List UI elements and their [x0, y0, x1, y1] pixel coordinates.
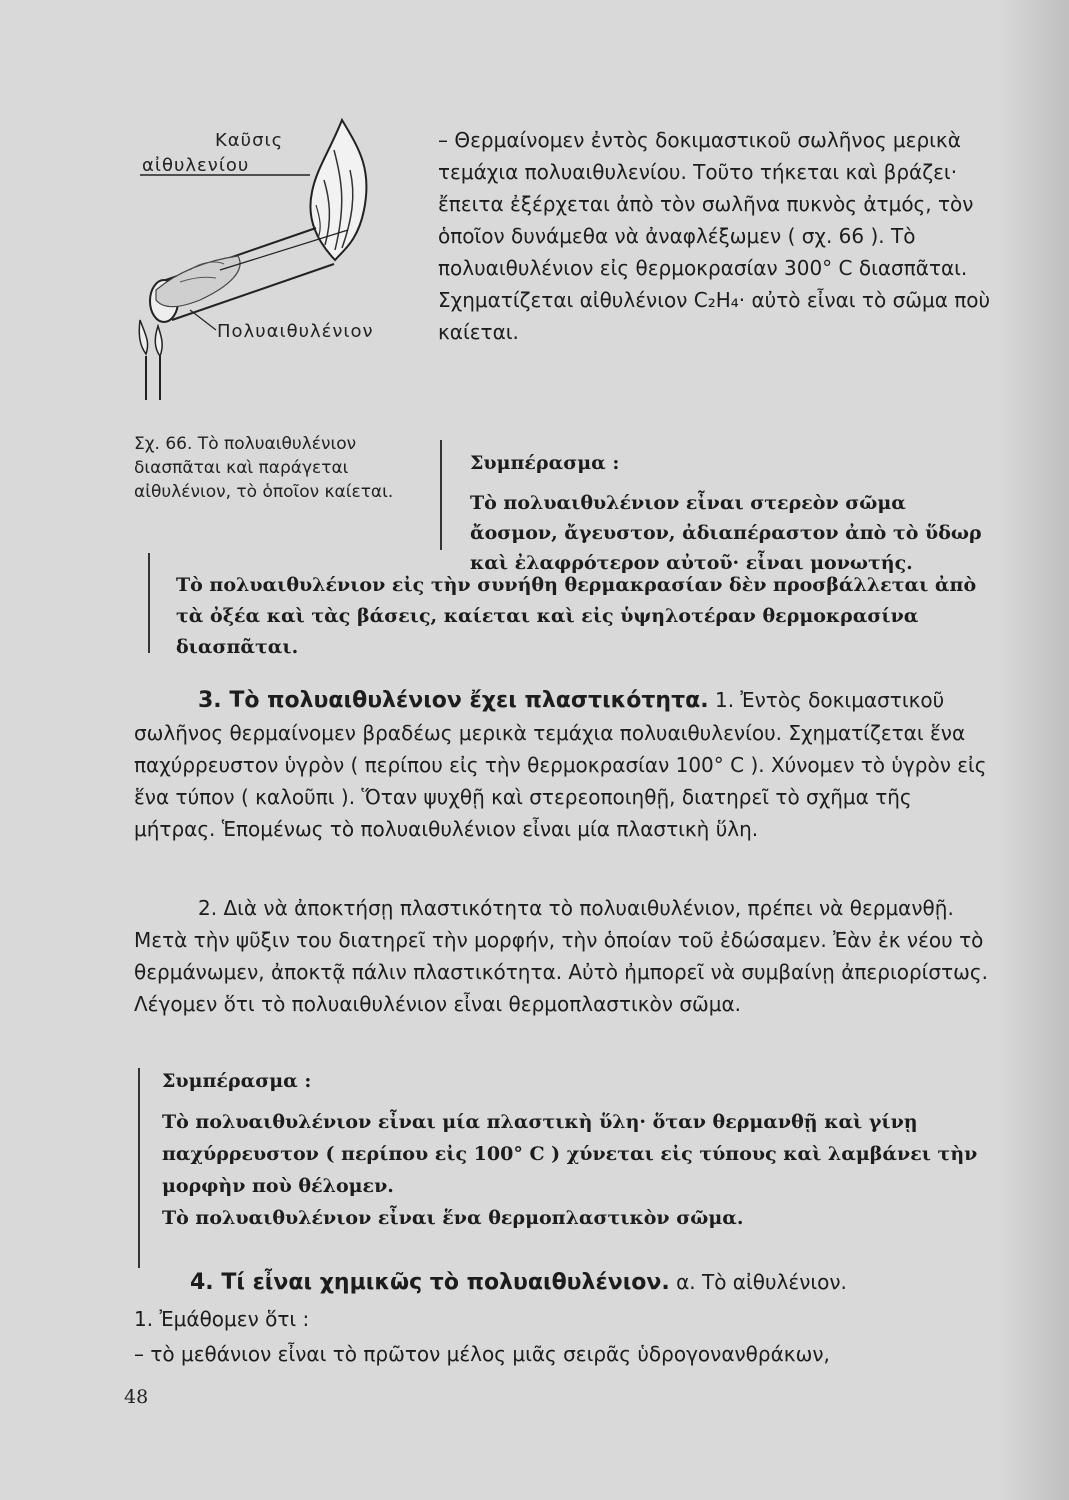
section-3-heading: 3. Τὸ πολυαιθυλένιον ἔχει πλαστικότητα. — [198, 688, 709, 713]
conclusion-text-1a: Τὸ πολυαιθυλένιον εἶναι στερεὸν σῶμα ἄοσμον, ἄγευστον, ἀδιαπέραστον ἀπὸ τὸ ὕδωρ καὶ ἐλαφρότερον αὐτοῦ· εἶναι μονωτής. — [470, 492, 982, 574]
section-4-line-1: 1. Ἐμάθομεν ὅτι : — [134, 1307, 310, 1331]
page-number: 48 — [124, 1386, 149, 1408]
conclusion-title-2: Συμπέρασμα : — [162, 1070, 312, 1092]
conclusion-rule-2 — [148, 553, 150, 653]
conclusion-rule-3 — [138, 1068, 140, 1268]
section-3-paragraph-2: 2. Διὰ νὰ ἀποκτήσῃ πλαστικότητα τὸ πολυαιθυλένιον, πρέπει νὰ θερμανθῇ. Μετὰ τὴν ψῦξιν του διατηρεῖ τὴν μορφήν, τὴν ὁποίαν τοῦ ἐδώσαμεν. Ἐὰν ἐκ νέου τὸ θερμάνωμεν, ἀποκτᾷ πάλιν πλαστικότητα. Αὐτὸ ἠμπορεῖ νὰ συμβαίνῃ ἀπεριορίστως. Λέγομεν ὅτι τὸ πολυαιθυλένιον εἶναι θερμοπλαστικὸν σῶμα. — [134, 896, 988, 1016]
conclusion-title-1: Συμπέρασμα : — [470, 452, 620, 474]
figure-label-ethylene: αἰθυλενίου — [142, 155, 250, 176]
section-3-paragraph-1 — [134, 684, 994, 845]
conclusion-text-1b: Τὸ πολυαιθυλένιον εἰς τὴν συνήθη θερμακρασίαν δὲν προσβάλλεται ἀπὸ τὰ ὀξέα καὶ τὰς βάσεις, καίεται καὶ εἰς ὑψηλοτέραν θερμοκρασίνα διασπᾶται. — [176, 574, 977, 658]
figure-caption: Σχ. 66. Τὸ πολυαιθυλένιον διασπᾶται καὶ παράγεται αἰθυλένιον, τὸ ὁποῖον καίεται. — [134, 434, 394, 502]
conclusion-text-2a: Τὸ πολυαιθυλένιον εἶναι μία πλαστικὴ ὕλη· ὅταν θερμανθῇ καὶ γίνῃ παχύρρευστον ( περίπου εἰς 100° C ) χύνεται εἰς τύπους καὶ λαμβάνει τὴν μορφὴν ποὺ θέλομεν. — [162, 1111, 978, 1197]
section-3-text-1: 1. Ἐντὸς δοκιμαστικοῦ σωλῆνος θερμαίνομεν βραδέως μερικὰ τεμάχια πολυαιθυλενίου. Σχηματίζεται ἕνα παχύρρευστον ὑγρὸν ( περίπου εἰς τὴν θερμοκρασίαν 100° C ). Χύνομεν τὸ ὑγρὸν εἰς ἕνα τύπον ( καλοῦπι ). Ὅταν ψυχθῇ καὶ στερεοποιηθῇ, διατηρεῖ τὸ σχῆμα τῆς μήτρας. Ἑπομένως τὸ πολυαιθυλένιον εἶναι μία πλαστικὴ ὕλη. — [134, 688, 987, 841]
section-4-heading: 4. Τί εἶναι χημικῶς τὸ πολυαιθυλένιον. — [190, 1270, 670, 1295]
experiment-paragraph: – Θερμαίνομεν ἐντὸς δοκιμαστικοῦ σωλῆνος μερικὰ τεμάχια πολυαιθυλενίου. Τοῦτο τήκεται καὶ βράζει· ἔπειτα ἐξέρχεται ἀπὸ τὸν σωλῆνα πυκνὸς ἀτμός, τὸν ὁποῖον δυνάμεθα νὰ ἀναφλέξωμεν ( σχ. 66 ). Τὸ πολυαιθυλένιον εἰς θερμοκρασίαν 300° C διασπᾶται. Σχηματίζεται αἰθυλένιον C₂H₄· αὐτὸ εἶναι τὸ σῶμα ποὺ καίεται. — [438, 128, 991, 344]
page-edge-shadow — [999, 0, 1069, 1500]
section-4-line-2: – τὸ μεθάνιον εἶναι τὸ πρῶτον μέλος μιᾶς σειρᾶς ὑδρογονανθράκων, — [134, 1342, 830, 1366]
section-4-subheading: α. Τὸ αἰθυλένιον. — [676, 1270, 847, 1294]
conclusion-rule-1 — [440, 440, 442, 550]
conclusion-text-2b: Τὸ πολυαιθυλένιον εἶναι ἕνα θερμοπλαστικὸν σῶμα. — [162, 1207, 744, 1229]
figure-label-polyethylene: Πολυαιθυλένιον — [217, 321, 374, 342]
figure-66 — [120, 110, 420, 410]
section-4-heading-line — [190, 1266, 990, 1299]
conclusion-text-2 — [162, 1106, 992, 1234]
figure-label-combustion: Καῦσις — [215, 130, 284, 151]
